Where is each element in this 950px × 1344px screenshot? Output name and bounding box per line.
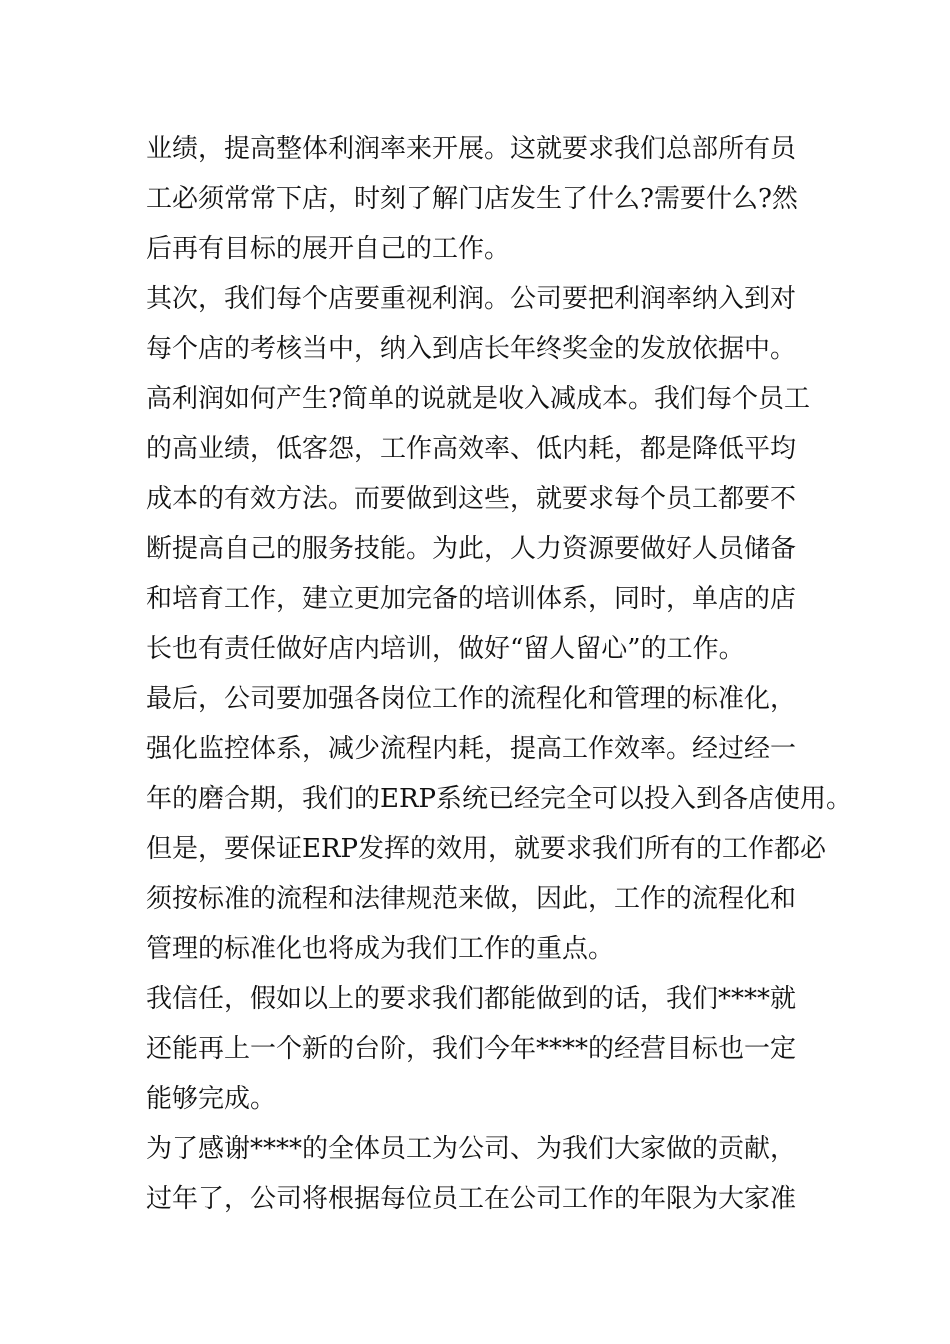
text-line: 但是，要保证ERP发挥的效用，就要求我们所有的工作都必 <box>146 834 827 864</box>
text-line: 为了感谢****的全体员工为公司、为我们大家做的贡献， <box>146 1134 797 1164</box>
text-line: 业绩，提高整体利润率来开展。这就要求我们总部所有员 <box>146 134 797 164</box>
text-line: 年的磨合期，我们的ERP系统已经完全可以投入到各店使用。 <box>146 784 853 814</box>
text-line: 和培育工作，建立更加完备的培训体系，同时，单店的店 <box>146 584 797 614</box>
text-line: 每个店的考核当中，纳入到店长年终奖金的发放依据中。 <box>146 334 797 364</box>
text-line: 强化监控体系，减少流程内耗，提高工作效率。经过经一 <box>146 734 797 764</box>
text-line: 的高业绩，低客怨，工作高效率、低内耗，都是降低平均 <box>146 434 797 464</box>
text-line: 断提高自己的服务技能。为此，人力资源要做好人员储备 <box>146 534 797 564</box>
text-line: 管理的标准化也将成为我们工作的重点。 <box>146 934 615 964</box>
text-line: 工必须常常下店，时刻了解门店发生了什么?需要什么?然 <box>146 184 798 214</box>
text-line: 其次，我们每个店要重视利润。公司要把利润率纳入到对 <box>146 284 797 314</box>
text-line: 我信任，假如以上的要求我们都能做到的话，我们****就 <box>146 984 797 1014</box>
text-line: 还能再上一个新的台阶，我们今年****的经营目标也一定 <box>146 1034 797 1064</box>
text-line: 能够完成。 <box>146 1084 277 1114</box>
text-line: 高利润如何产生?简单的说就是收入减成本。我们每个员工 <box>146 384 810 414</box>
text-line: 过年了，公司将根据每位员工在公司工作的年限为大家准 <box>146 1184 797 1214</box>
text-line: 后再有目标的展开自己的工作。 <box>146 234 511 264</box>
text-line: 最后，公司要加强各岗位工作的流程化和管理的标准化， <box>146 684 797 714</box>
text-line: 长也有责任做好店内培训，做好“留人留心”的工作。 <box>146 634 745 664</box>
document-body <box>146 124 853 1224</box>
text-line: 须按标准的流程和法律规范来做，因此，工作的流程化和 <box>146 884 797 914</box>
text-line: 成本的有效方法。而要做到这些，就要求每个员工都要不 <box>146 484 797 514</box>
